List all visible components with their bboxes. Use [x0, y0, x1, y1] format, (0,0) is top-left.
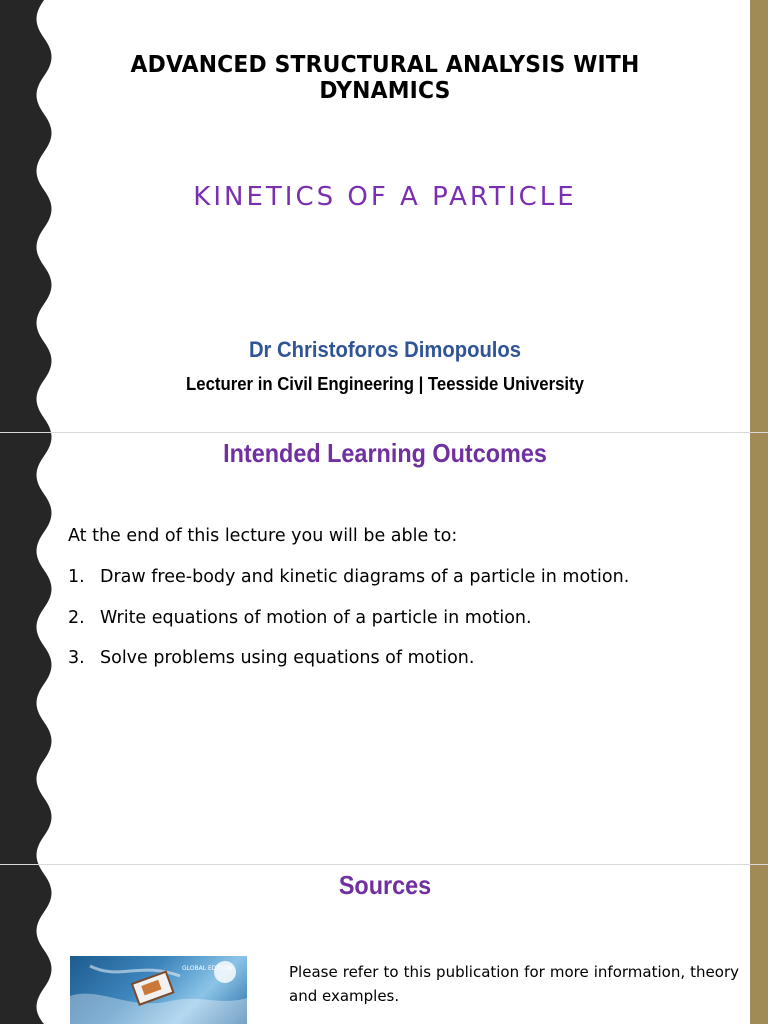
book-cover-image: [70, 956, 247, 1024]
author-name: Dr Christoforos Dimopoulos: [248, 337, 522, 362]
book-badge-text: GLOBAL EDITION: [182, 965, 233, 972]
list-item-text: Write equations of motion of a particle in motion.: [100, 607, 532, 628]
learning-outcomes-intro: At the end of this lecture you will be able to:: [68, 526, 458, 546]
sources-heading: Sources: [338, 870, 432, 900]
learning-outcomes-list: [68, 567, 629, 689]
list-item-text: Solve problems using equations of motion.: [100, 648, 475, 668]
list-item-text: Draw free-body and kinetic diagrams of a particle in motion.: [100, 567, 630, 587]
list-item-number: 3.: [68, 648, 85, 668]
wavy-border-decoration: [0, 0, 60, 1024]
learning-outcomes-heading: Intended Learning Outcomes: [223, 438, 547, 468]
author-role: Lecturer in Civil Engineering | Teesside University: [186, 374, 584, 394]
list-item-number: 1.: [68, 567, 85, 587]
list-item: [68, 567, 629, 608]
lecture-title: KINETICS OF A PARTICLE: [193, 182, 577, 212]
slide-divider: [0, 864, 768, 865]
right-accent-strip: [750, 0, 768, 1024]
list-item: [68, 648, 629, 689]
list-item-number: 2.: [68, 607, 85, 628]
book-cover-artwork: [70, 956, 247, 1024]
list-item: [68, 608, 629, 649]
slide-divider: [0, 432, 768, 433]
course-title: ADVANCED STRUCTURAL ANALYSIS WITH DYNAMICS: [130, 52, 640, 104]
source-note: Please refer to this publication for more information, theory and examples.: [289, 963, 739, 1005]
